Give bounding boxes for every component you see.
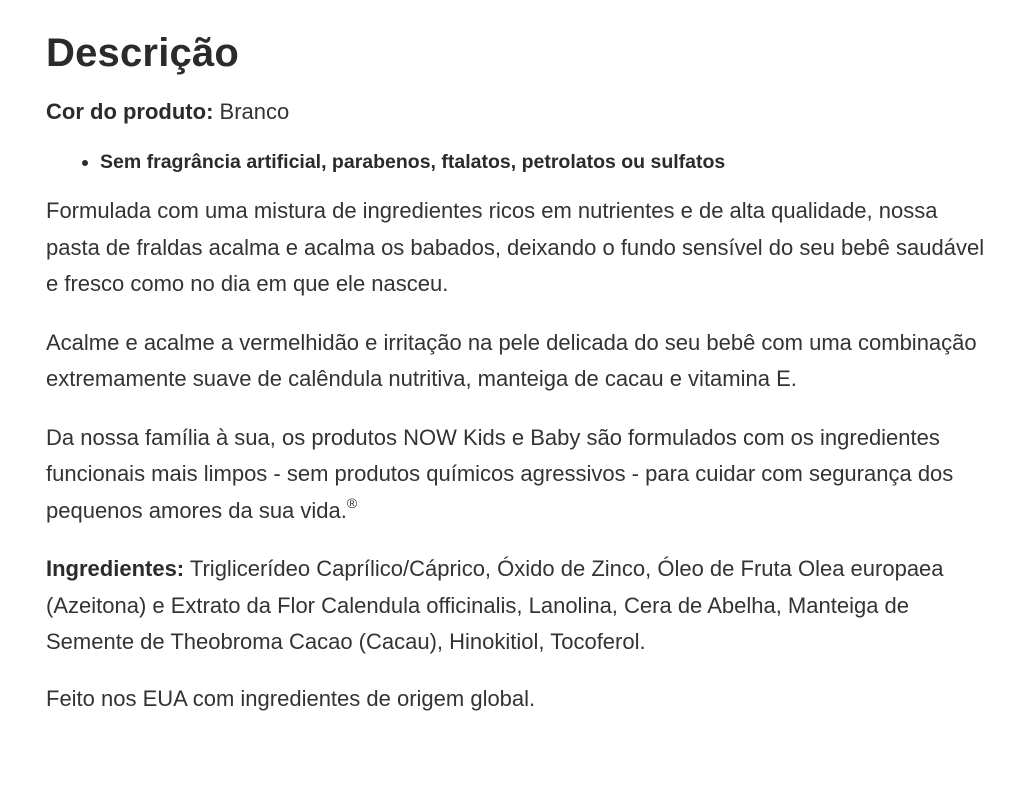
description-paragraph: Formulada com uma mistura de ingredientes ricos em nutrientes e de alta qualidade, nossa pasta de fraldas acalma e acalma os babados, deixando o fundo sensível do seu bebê saudável e fresco como no dia em que ele nasceu. xyxy=(46,198,985,296)
registered-trademark-mark: ® xyxy=(346,494,358,511)
origin-note: Feito nos EUA com ingredientes de origem global. xyxy=(46,685,536,711)
feature-item: • Sem fragrância artificial, parabenos, ftalatos, petrolatos ou sulfatos xyxy=(100,149,987,175)
product-color-value: Branco xyxy=(219,99,290,124)
ingredients xyxy=(46,551,987,661)
description-paragraph-text: Da nossa família à sua, os produtos NOW Kids e Baby são formulados com os ingredientes funcionais mais limpos - sem produtos químicos agressivos - para cuidar com segurança dos pequenos amores da sua vida. xyxy=(46,424,954,523)
description-paragraph xyxy=(46,420,987,530)
product-color xyxy=(46,97,987,127)
ingredients-value: Triglicerídeo Caprílico/Cáprico, Óxido de Zinco, Óleo de Fruta Olea europaea (Azeitona) e Extrato da Flor Calendula officinalis, Lanolina, Cera de Abelha, Manteiga de Semente de Theobroma Cacao (Cacau), Hinokitiol, Tocoferol. xyxy=(46,556,944,654)
feature-list xyxy=(46,149,987,175)
product-color-label: Cor do produto: xyxy=(46,99,214,124)
description-heading: Descrição xyxy=(46,31,240,75)
ingredients-label: Ingredientes: xyxy=(46,556,185,581)
description-paragraph: Acalme e acalme a vermelhidão e irritação na pele delicada do seu bebê com uma combinação extremamente suave de calêndula nutritiva, manteiga de cacau e vitamina E. xyxy=(46,329,977,391)
